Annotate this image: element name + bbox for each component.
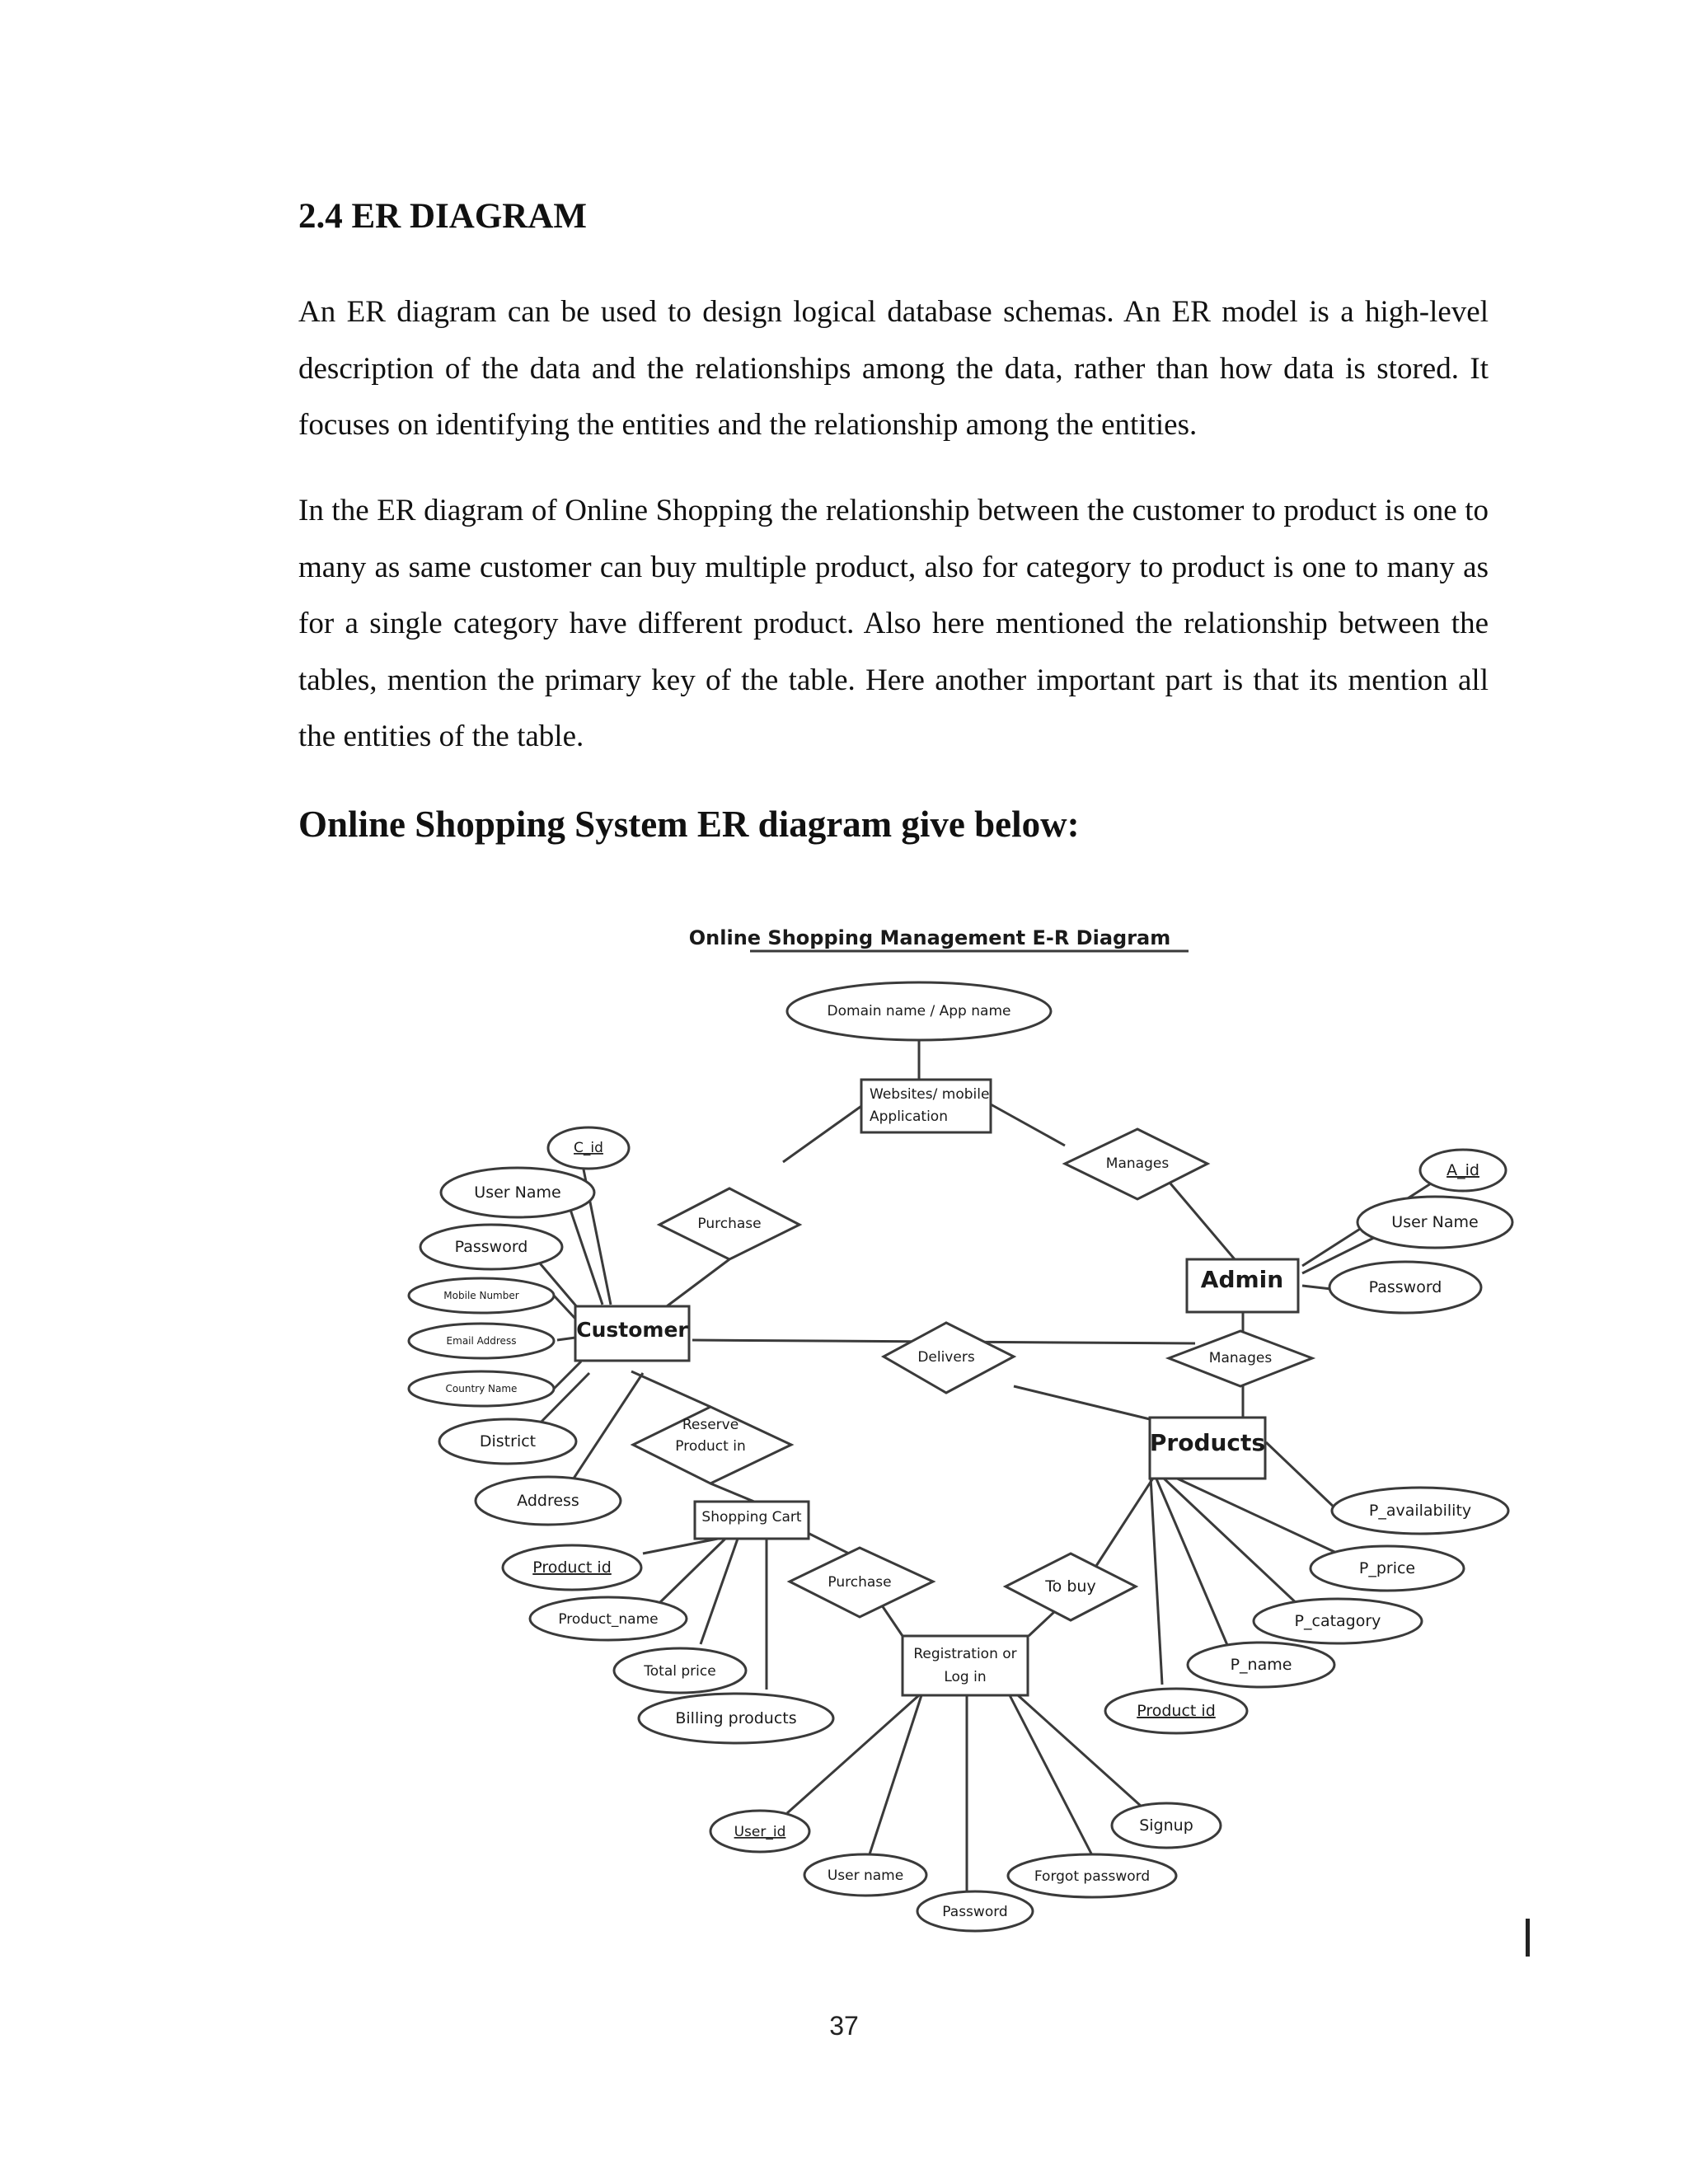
diagram-subheading: Online Shopping System ER diagram give below: [298,804,1080,845]
attribute-p-catagory [1254,1599,1422,1643]
attribute-product-name [530,1597,687,1640]
entity-products [1150,1418,1265,1479]
relationship-delivers [884,1323,1014,1393]
attribute-registration-user-name [804,1854,926,1896]
attribute-admin-password [1329,1262,1481,1313]
attribute-district [439,1419,576,1464]
svg-text:District: District [479,1432,537,1451]
svg-text:Manages: Manages [1105,1155,1170,1172]
svg-text:Application: Application [870,1108,948,1125]
svg-text:Address: Address [517,1492,579,1510]
svg-text:User Name: User Name [474,1183,561,1202]
entity-customer [575,1306,689,1361]
svg-text:Product in: Product in [675,1438,746,1455]
attribute-address [476,1477,621,1525]
diagram-title: Online Shopping Management E-R Diagram [688,926,1171,949]
attribute-customer-user-name [441,1168,594,1217]
attribute-country-name [409,1371,554,1406]
svg-text:Product id: Product id [1137,1702,1216,1720]
svg-text:Password: Password [942,1904,1008,1920]
attribute-cart-product-id [503,1545,641,1590]
section-heading: 2.4 ER DIAGRAM [298,197,587,236]
svg-text:Domain name / App name: Domain name / App name [827,1003,1011,1019]
svg-text:Country Name: Country Name [445,1383,518,1394]
entity-admin [1187,1259,1298,1312]
svg-text:Purchase: Purchase [828,1574,892,1591]
entity-registration [903,1636,1028,1695]
entity-websites [861,1080,991,1132]
attribute-mobile-number [409,1278,554,1313]
svg-text:Signup: Signup [1139,1816,1193,1835]
attribute-total-price [614,1648,746,1693]
attribute-registration-password [917,1891,1033,1931]
intro-paragraph: An ER diagram can be used to design logical database schemas. An ER model is a high-level description of the data and the relationships among the data, rather than how data is stored. It focuses on identifying the entities and the relationship among the entities. [298,295,1489,442]
svg-text:User_id: User_id [734,1824,786,1840]
svg-text:Password: Password [1368,1278,1442,1296]
page-number: 37 [829,2011,859,2041]
svg-text:Password: Password [454,1238,528,1256]
svg-text:A_id: A_id [1447,1161,1479,1179]
svg-text:Registration or: Registration or [913,1646,1017,1662]
relationship-manages-top [1065,1129,1207,1199]
svg-text:P_availability: P_availability [1368,1502,1472,1520]
svg-text:Total price: Total price [644,1663,716,1680]
svg-text:Product id: Product id [532,1558,612,1577]
svg-text:Billing products: Billing products [675,1709,797,1727]
svg-text:Product_name: Product_name [558,1611,659,1628]
svg-text:P_catagory: P_catagory [1294,1612,1381,1630]
svg-text:Delivers: Delivers [917,1349,975,1366]
svg-text:Reserve: Reserve [682,1417,739,1433]
attribute-p-availability [1332,1488,1508,1534]
attribute-signup [1112,1803,1221,1848]
svg-text:Shopping Cart: Shopping Cart [701,1509,802,1526]
attribute-user-id [710,1811,809,1852]
svg-text:Forgot password: Forgot password [1034,1868,1151,1885]
attribute-admin-user-name [1357,1197,1512,1248]
svg-text:User name: User name [827,1868,904,1884]
svg-text:Email Address: Email Address [446,1335,517,1347]
connection-lines [532,1041,1449,1893]
svg-text:To buy: To buy [1045,1577,1096,1596]
relationship-purchase-top [659,1188,799,1259]
svg-text:Websites/ mobile: Websites/ mobile [870,1086,990,1103]
margin-mark [1526,1919,1530,1957]
attribute-billing-products [639,1694,833,1743]
svg-text:Customer: Customer [576,1318,688,1342]
attribute-p-name [1188,1643,1334,1687]
attribute-email-address [409,1324,554,1358]
svg-text:Mobile Number: Mobile Number [443,1290,519,1301]
svg-text:P_price: P_price [1358,1559,1416,1577]
relationship-reserve [633,1407,791,1483]
attribute-products-product-id [1105,1689,1247,1733]
attribute-a-id [1420,1150,1506,1191]
svg-text:Log in: Log in [944,1669,987,1685]
svg-text:C_id: C_id [574,1140,603,1156]
relationship-purchase-bottom [790,1548,933,1617]
svg-text:User Name: User Name [1391,1213,1479,1231]
attribute-customer-password [420,1225,562,1269]
attribute-c-id [548,1127,629,1169]
entity-shopping-cart [695,1502,809,1539]
svg-text:P_name: P_name [1230,1656,1292,1674]
svg-text:Manages: Manages [1208,1350,1273,1366]
relationship-to-buy [1006,1554,1136,1620]
relationship-paragraph: In the ER diagram of Online Shopping the relationship between the customer to product is one to many as same customer can buy multiple product, also for category to product is one to many as for a single category have different product. Also here mentioned the relationship between the tables, mention the primary key of the table. Here another important part is that its mention all the entities of the table. [298,494,1489,753]
svg-text:Products: Products [1149,1429,1266,1456]
attribute-forgot-password [1008,1854,1176,1897]
attribute-domain-name [787,982,1051,1040]
svg-text:Purchase: Purchase [697,1216,762,1232]
svg-text:Admin: Admin [1200,1266,1284,1293]
attribute-p-price [1311,1546,1464,1591]
relationship-manages-mid [1169,1331,1312,1386]
